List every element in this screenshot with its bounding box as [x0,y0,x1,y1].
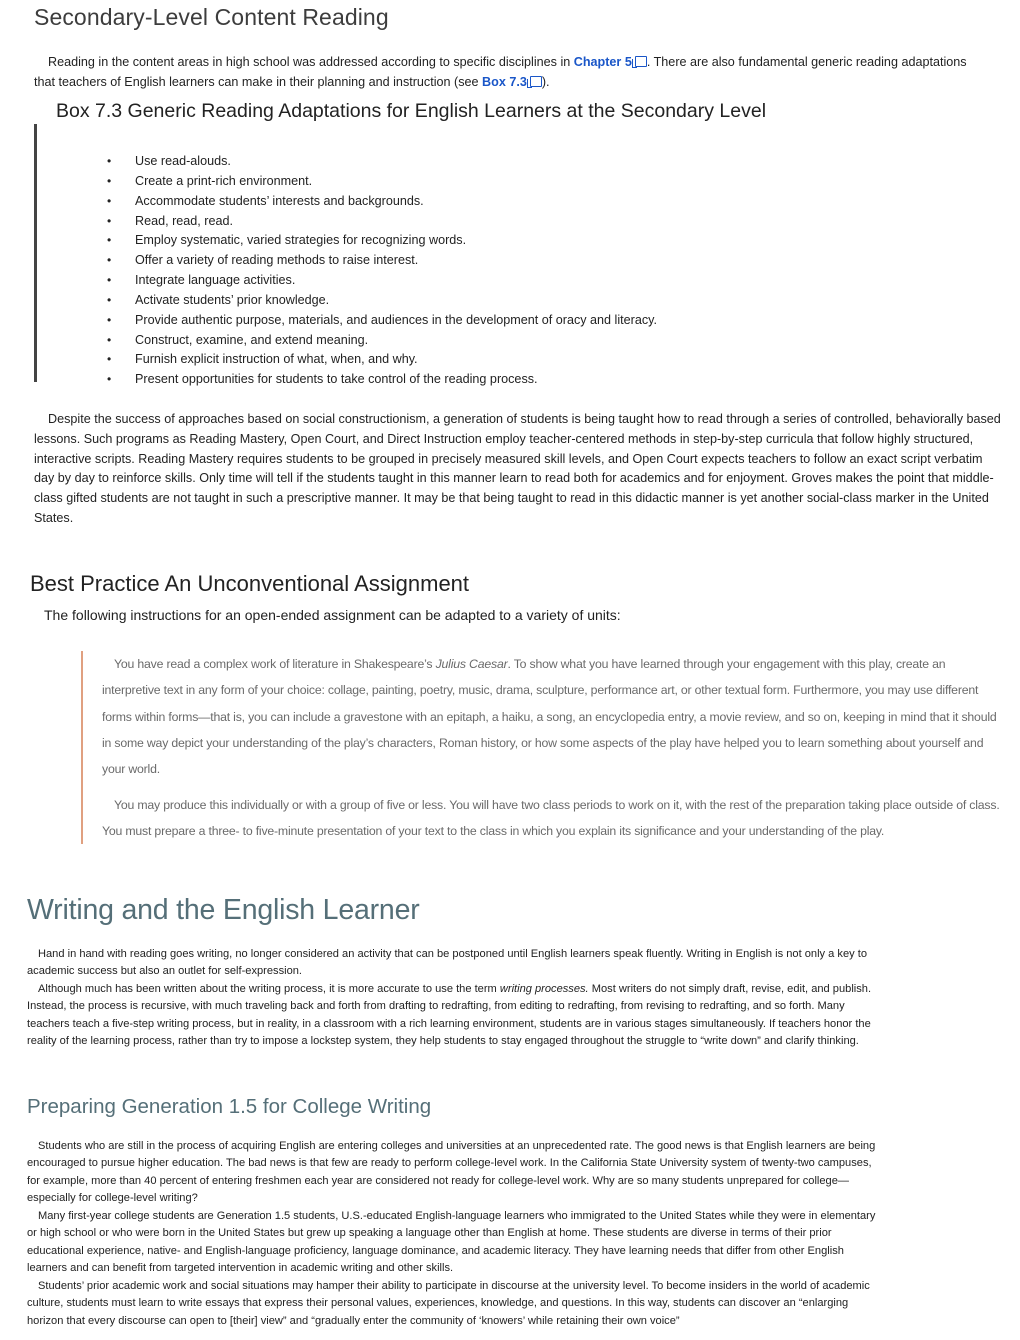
list-item: • Offer a variety of reading methods to raise interest. [107,251,657,271]
list-item: • Furnish explicit instruction of what, when, and why. [107,350,657,370]
list-item: • Employ systematic, varied strategies for recognizing words. [107,231,657,251]
best-practice-title: Best Practice An Unconventional Assignment [30,571,470,596]
list-item: • Present opportunities for students to take control of the reading process. [107,370,657,390]
generation-section-title: Preparing Generation 1.5 for College Writing [27,1095,432,1118]
list-item: • Accommodate students’ interests and backgrounds. [107,192,657,212]
generation-paragraph-2 [27,1208,887,1278]
quote-text-3: You may produce this individually or with a group of five or less. You will have two class periods to work on it, with the rest of the preparation taking place outside of class. You must prepare a three- to five-minute presentation of your text to the class in which you explain its significance and your understanding of the play. [102,798,1000,839]
writing-text-2: Although much has been written about the writing process, it is more accurate to use the term [38,983,500,995]
despite-paragraph [34,410,1004,529]
external-link-icon [635,56,647,67]
writing-section-title: Writing and the English Learner [27,894,420,926]
writing-paragraph-2 [27,981,887,1051]
generation-text-2: Many first-year college students are Generation 1.5 students, U.S.-educated English-language learners who immigrated to the United States while they were in elementary or high school or who were born in the United States but grew up speaking a language other than English at home. These students are diverse in terms of their prior educational experience, native- and English-language proficiency, language dominance, and academic literacy. They have learning needs that differ from other English learners and can benefit from targeted intervention in academic writing and other skills. [27,1210,876,1275]
best-practice-intro: The following instructions for an open-ended assignment can be adapted to a variety of units: [44,607,621,623]
box-7-3-link[interactable] [482,75,542,89]
intro-text-2: . There are also fundamental generic reading adaptations that teachers of English learners can make in their planning and instruction (see [34,55,967,89]
generation-text-1: Students who are still in the process of acquiring English are entering colleges and universities at an unprecedented rate. The good news is that English learners are being encouraged to pursue higher education. The bad news is that few are ready to perform college-level work. In the California State University system of twenty-two campuses, for example, more than 40 percent of entering freshmen each year are considered not ready for college-level work. Why are so many students unprepared for college—especially for college-level writing? [27,1140,876,1205]
box-title: Box 7.3 Generic Reading Adaptations for English Learners at the Secondary Level [56,100,767,122]
chapter-5-link-label: Chapter 5 [573,55,632,69]
assignment-quote-paragraph-1 [102,651,1002,782]
box-left-border [34,124,37,382]
list-item: • Create a print-rich environment. [107,172,657,192]
list-item: • Provide authentic purpose, materials, and audiences in the development of oracy and literacy. [107,311,657,331]
assignment-quote-paragraph-2 [102,792,1012,845]
generation-text-3: Students’ prior academic work and social situations may hamper their ability to participate in discourse at the university level. To become insiders in the world of academic culture, students must learn to write essays that express their personal values, experiences, knowledge, and questions. In this way, students can discover an “enlarging horizon that every discourse can open to [their] view” and “gradually enter the community of ‘knowers’ while retaining their own voice” [27,1280,870,1327]
writing-text-1: Hand in hand with reading goes writing, no longer considered an activity that can be postponed until English learners speak fluently. Writing in English is not only a key to academic success but also an outlet for self-expression. [27,948,868,978]
intro-text-1: Reading in the content areas in high school was addressed according to specific disciplines in [48,55,574,69]
list-item: • Use read-alouds. [107,152,657,172]
list-item: • Read, read, read. [107,212,657,232]
generation-paragraph-3 [27,1278,887,1330]
box-list [107,152,657,390]
quote-left-border [81,651,83,844]
quote-text-1: You have read a complex work of literature in Shakespeare’s [114,657,436,671]
list-item: • Integrate language activities. [107,271,657,291]
writing-text-3: Most writers do not simply draft, revise, edit, and publish. Instead, the process is recursive, with much traveling back and forth from drafting to redrafting, from editing to redrafting, from revising to redrafting, and so forth. Many teachers teach a five-step writing process, but in reality, in a classroom with a rich learning environment, students are in various stages simultaneously. If teachers honor the reality of the learning process, rather than try to impose a lockstep system, they help students to stay engaged throughout the struggle to “write down” and clarify thinking. [27,983,872,1048]
intro-paragraph [34,52,984,92]
despite-text: Despite the success of approaches based on social constructionism, a generation of students is being taught how to read through a series of controlled, behaviorally based lessons. Such programs as Reading Mastery, Open Court, and Direct Instruction employ teacher-centered methods in step-by-step curricula that follow highly structured, interactive scripts. Reading Mastery requires students to be grouped in precisely measured skill levels, and Open Court expects teachers to follow an exact script verbatim day by day to reinforce skills. Only time will tell if the students taught in this manner learn to read both for academics and for enjoyment. Groves makes the point that middle-class gifted students are not taught in such a prescriptive manner. It may be that being taught to read in this didactic manner is yet another social-class marker in the United States. [34,412,1001,525]
box-7-3-link-label: Box 7.3 [482,75,527,89]
quote-text-2: . To show what you have learned through your engagement with this play, create an interpretive text in any form of your choice: collage, painting, poetry, music, drama, sculpture, performance art, or other textual form. Furthermore, you may use different forms within forms—that is, you can include a gravestone with an epitaph, a haiku, a song, an encyclopedia entry, a movie review, and so on, keeping in mind that it should in some way depict your understanding of the play’s characters, Roman history, or how some aspects of the play have helped you to learn something about yourself and your world. [102,657,997,777]
generation-paragraph-1 [27,1138,887,1208]
quote-italic-title: Julius Caesar [435,657,508,671]
list-item: • Construct, examine, and extend meaning. [107,331,657,351]
list-item: • Activate students’ prior knowledge. [107,291,657,311]
external-link-icon [530,76,542,87]
intro-text-3: ). [541,75,550,89]
writing-italic-term: writing processes. [499,983,589,995]
chapter-5-link[interactable] [574,55,647,69]
section-title: Secondary-Level Content Reading [34,4,389,30]
writing-paragraph-1 [27,946,887,981]
